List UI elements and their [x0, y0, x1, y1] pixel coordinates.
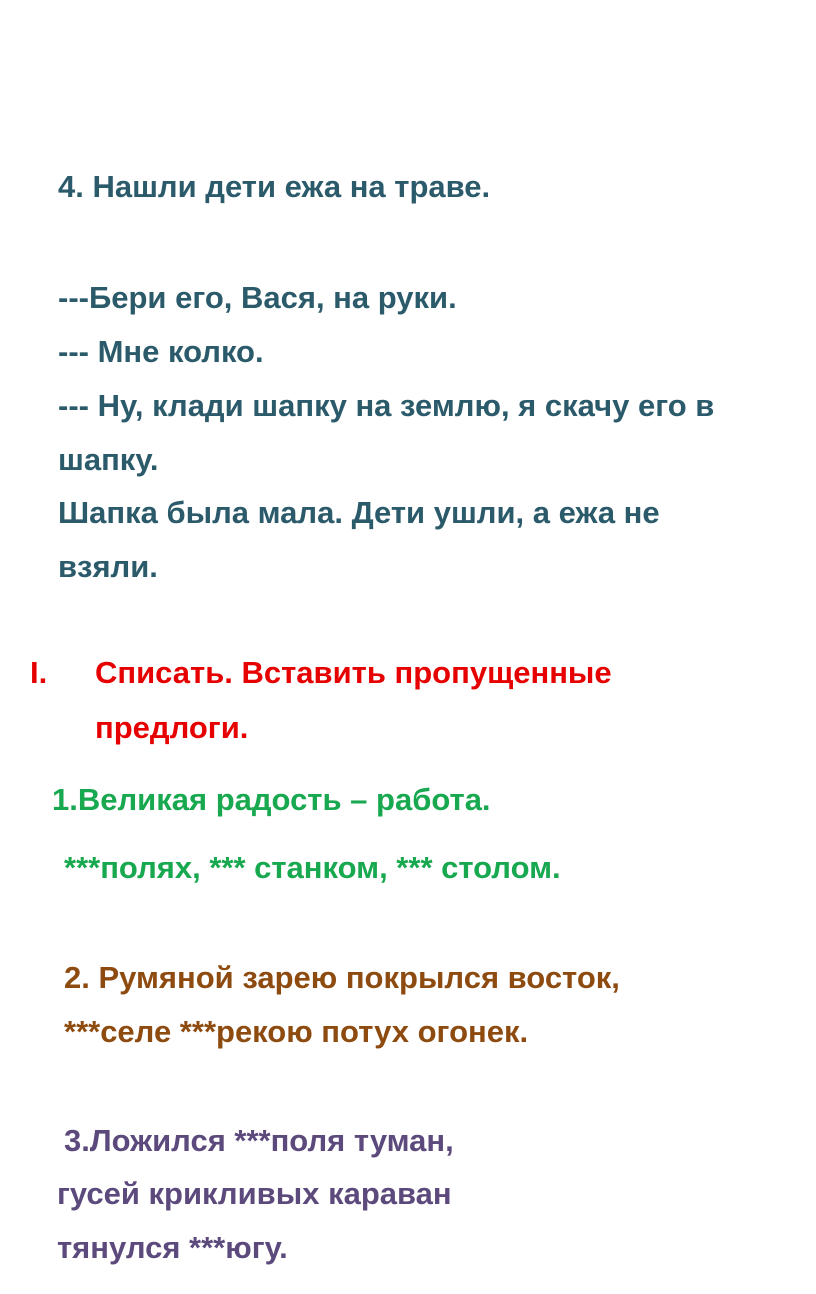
exercise-1-text: ***полях, *** станком, *** столом.: [64, 850, 561, 885]
dialogue-line-continuation: шапку.: [58, 442, 159, 477]
narration-line: Шапка была мала. Дети ушли, а ежа не: [58, 495, 660, 530]
task-numeral: I.: [30, 655, 48, 690]
dialogue-line: --- Ну, клади шапку на землю, я скачу его в: [58, 388, 715, 423]
exercise-2-line: ***селе ***рекою потух огонек.: [64, 1014, 529, 1049]
exercise-2-line: 2. Румяной зарею покрылся восток,: [64, 960, 620, 995]
exercise-1-title: 1.Великая радость – работа.: [52, 782, 491, 817]
narration-line-continuation: взяли.: [58, 549, 158, 584]
exercise-3-line: гусей крикливых караван: [57, 1176, 452, 1211]
exercise-3-line: 3.Ложился ***поля туман,: [64, 1123, 454, 1158]
exercise-3-line: тянулся ***югу.: [57, 1230, 288, 1265]
dialogue-line: --- Мне колко.: [58, 334, 264, 369]
task-instruction: Списать. Вставить пропущенные: [95, 655, 612, 690]
dialogue-line: ---Бери его, Вася, на руки.: [58, 280, 457, 315]
task-instruction-continuation: предлоги.: [95, 710, 249, 745]
story-heading: 4. Нашли дети ежа на траве.: [58, 169, 491, 204]
